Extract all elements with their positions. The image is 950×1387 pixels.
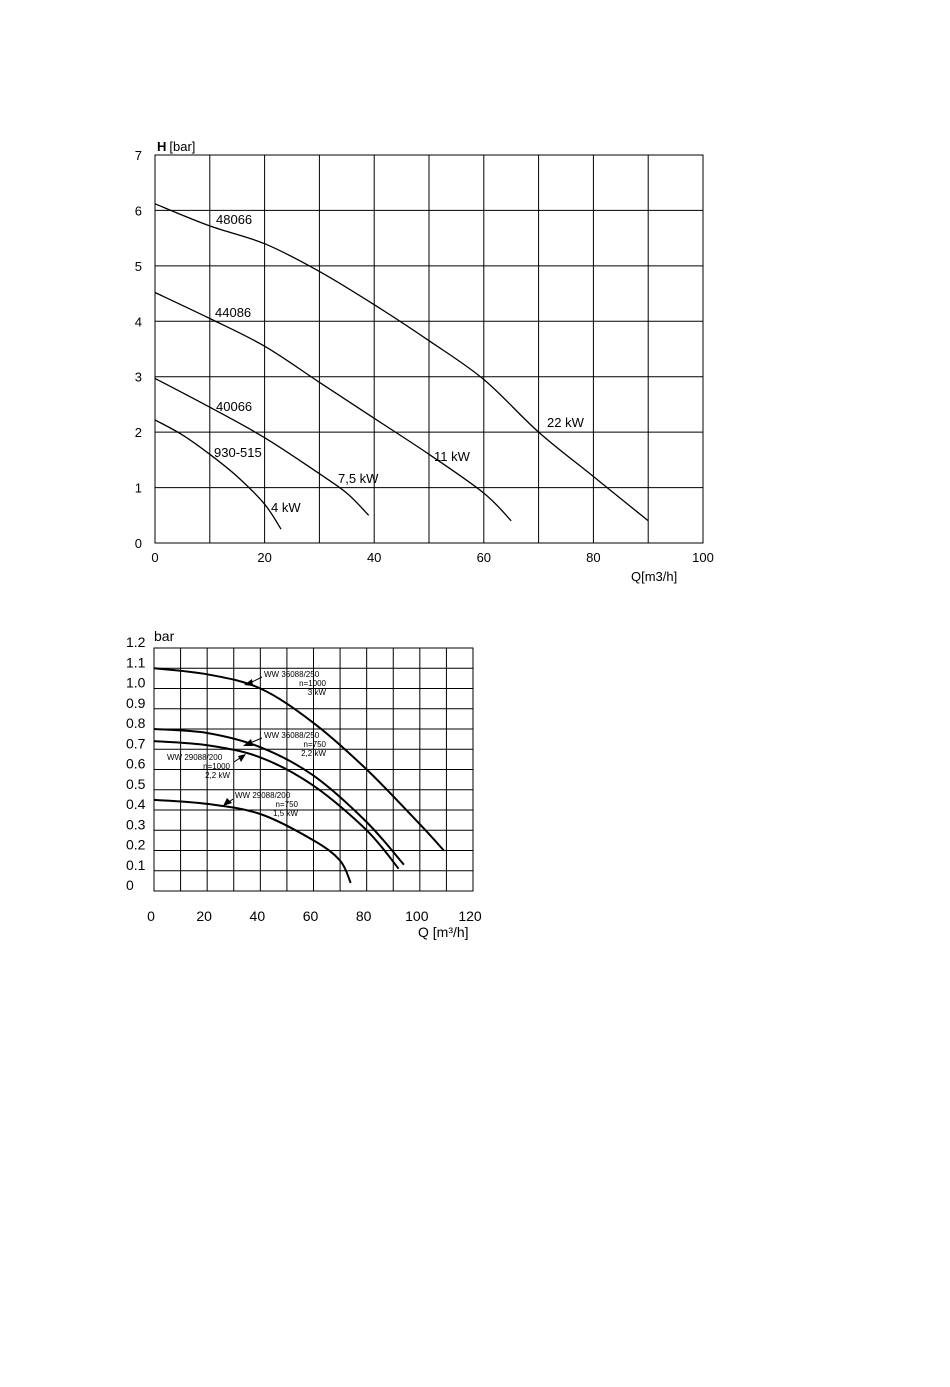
y-tick-label: 5 (134, 258, 142, 274)
x-tick-label: 20 (196, 908, 212, 924)
x-tick-label: 100 (405, 908, 429, 924)
annotation-line: 1,5 kW (273, 809, 298, 818)
series-line-2 (155, 378, 369, 515)
x-tick-label: 40 (366, 550, 382, 565)
chart1-curves (155, 204, 648, 529)
x-tick-label: 60 (476, 550, 492, 565)
chart1-x-axis-label: Q[m3/h] (631, 569, 678, 584)
chart2-x-axis-label: Q [m³/h] (418, 924, 469, 940)
y-tick-label: 0.3 (126, 816, 146, 833)
x-tick-label: 100 (692, 550, 714, 565)
chart2-x-tick-labels (147, 908, 482, 924)
y-tick-label: 3 (134, 369, 142, 385)
power-label-7-5kw: 7,5 kW (338, 471, 379, 486)
y-tick-label: 1.1 (126, 654, 146, 671)
x-tick-label: 20 (257, 550, 272, 565)
power-label-4kw: 4 kW (271, 500, 301, 515)
pump-curve-chart-h (135, 139, 714, 584)
x-tick-label: 0 (147, 908, 155, 924)
arrow-icon (238, 754, 246, 762)
x-tick-label: 60 (302, 908, 319, 924)
y-tick-label: 1 (134, 480, 142, 496)
annotation-line: WW 36088/250 (264, 731, 320, 740)
series-label-48066: 48066 (216, 212, 253, 227)
y-tick-label: 2 (134, 425, 142, 441)
annotation-line: 2,2 kW (205, 771, 230, 780)
series-label-44086: 44086 (215, 305, 252, 320)
y-tick-label: 0.6 (126, 755, 146, 772)
series-line-0 (155, 204, 648, 521)
y-tick-label: 0.2 (126, 836, 146, 853)
chart2-y-tick-labels (126, 634, 146, 893)
y-tick-label: 0.7 (126, 735, 146, 752)
y-tick-label: 6 (134, 203, 142, 219)
chart1-y-axis-label: H [bar] (157, 139, 196, 154)
annotation-line: WW 29088/200 (235, 791, 291, 800)
y-tick-label: 0.5 (126, 775, 146, 792)
chart2-y-axis-label: bar (154, 628, 175, 644)
annotation-line: n=1000 (203, 762, 230, 771)
y-tick-label: 0 (134, 536, 142, 551)
x-tick-label: 0 (151, 550, 159, 565)
y-tick-label: 4 (134, 314, 142, 330)
y-tick-label: 0.1 (126, 856, 146, 873)
x-tick-label: 40 (249, 908, 266, 924)
annotation-line: 3 kW (307, 688, 326, 697)
annotation-leader (234, 758, 240, 762)
chart1-x-tick-labels (151, 550, 713, 565)
annotation-line: WW 29088/200 (167, 753, 223, 762)
annotation-line: n=1000 (299, 679, 326, 688)
series-label-930-515: 930-515 (214, 445, 262, 460)
annotation-line: n=750 (303, 740, 326, 749)
y-tick-label: 0.9 (126, 694, 146, 711)
chart1-y-tick-labels (135, 148, 142, 551)
x-tick-label: 120 (458, 908, 482, 924)
y-tick-label: 1.0 (126, 674, 146, 691)
annotation-line: WW 36088/250 (264, 670, 320, 679)
annotation-line: 2,2 kW (301, 749, 326, 758)
x-tick-label: 80 (355, 908, 372, 924)
annotation-ww36088-n1000 (244, 670, 327, 697)
y-tick-label: 0.8 (126, 715, 146, 731)
arrow-icon (223, 798, 232, 806)
y-tick-label: 7 (134, 148, 142, 163)
annotation-line: n=750 (275, 800, 298, 809)
y-tick-label: 0.4 (126, 796, 146, 812)
y-tick-label: 0 (126, 877, 134, 893)
power-label-11kw: 11 kW (434, 449, 470, 464)
series-label-40066: 40066 (216, 399, 253, 414)
pump-curve-chart-bar (126, 628, 482, 940)
x-tick-label: 80 (586, 550, 601, 565)
power-label-22kw: 22 kW (547, 415, 584, 430)
y-tick-label: 1.2 (126, 634, 146, 650)
